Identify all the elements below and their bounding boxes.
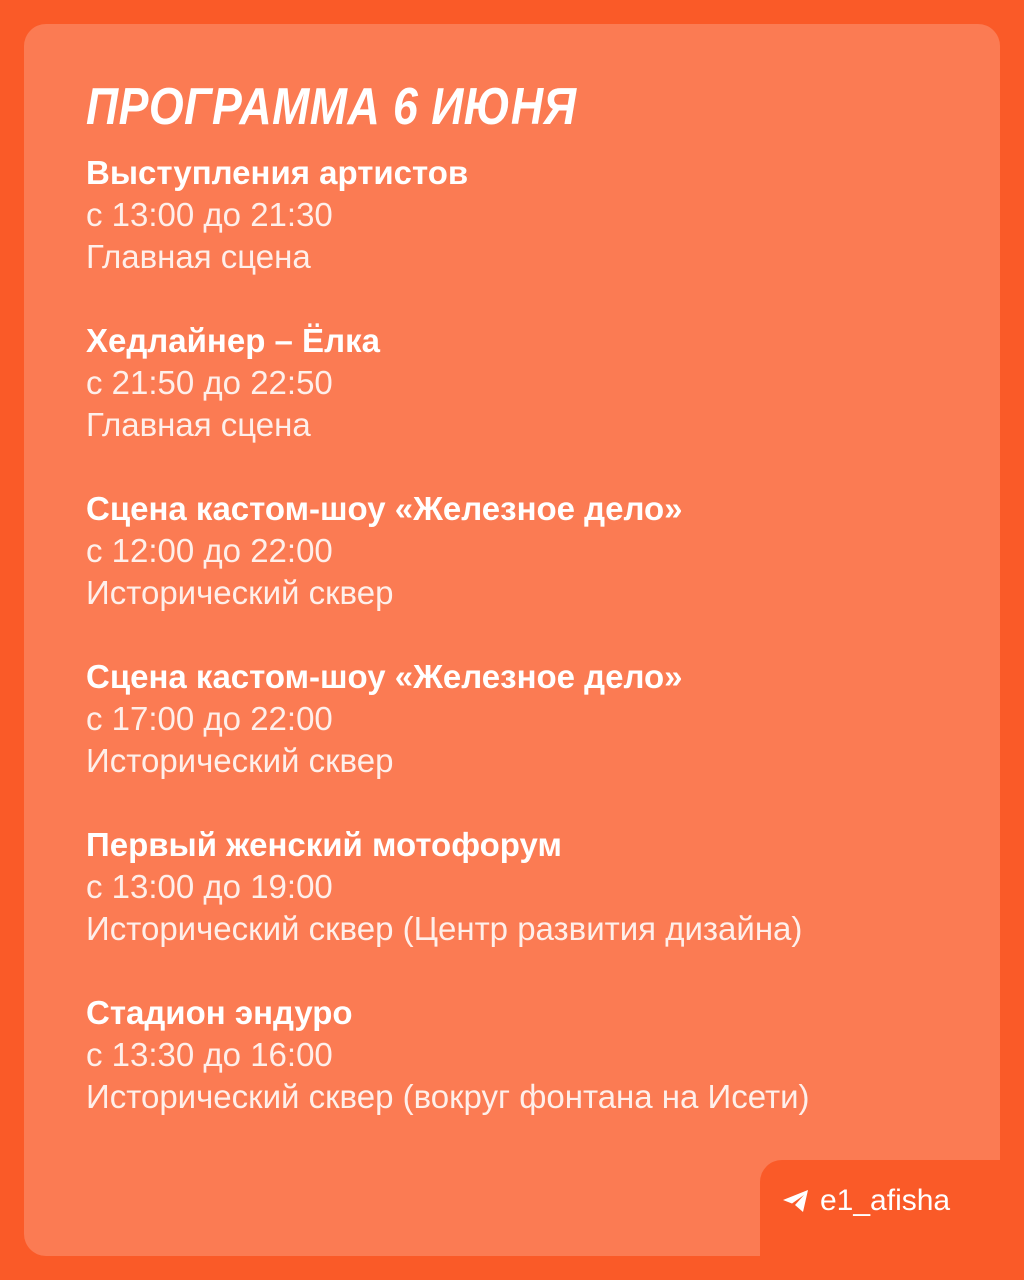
event-place: Исторический сквер (86, 574, 394, 611)
event-time: с 13:30 до 16:00 (86, 1036, 333, 1073)
program-card (24, 24, 1000, 1256)
event-item (86, 824, 986, 950)
event-list (86, 152, 986, 1160)
event-item (86, 488, 986, 614)
event-item (86, 992, 986, 1118)
event-time: с 13:00 до 19:00 (86, 868, 333, 905)
page-title: ПРОГРАММА 6 ИЮНЯ (86, 78, 577, 136)
event-name: Сцена кастом-шоу «Железное дело» (86, 490, 683, 527)
event-item (86, 320, 986, 446)
event-item (86, 152, 986, 278)
event-place: Исторический сквер (86, 742, 394, 779)
event-time: с 13:00 до 21:30 (86, 196, 333, 233)
event-place: Главная сцена (86, 238, 311, 275)
telegram-icon (782, 1189, 810, 1213)
event-item (86, 656, 986, 782)
channel-handle: e1_afisha (820, 1184, 951, 1217)
event-name: Выступления артистов (86, 154, 469, 191)
event-place: Исторический сквер (Центр развития дизайна) (86, 910, 803, 947)
event-time: с 17:00 до 22:00 (86, 700, 333, 737)
event-place: Исторический сквер (вокруг фонтана на Исети) (86, 1078, 810, 1115)
event-name: Первый женский мотофорум (86, 826, 562, 863)
channel-badge[interactable] (760, 1160, 1000, 1256)
channel-badge-content (782, 1184, 950, 1218)
event-name: Хедлайнер – Ёлка (86, 322, 380, 359)
event-place: Главная сцена (86, 406, 311, 443)
event-name: Стадион эндуро (86, 994, 353, 1031)
event-time: с 21:50 до 22:50 (86, 364, 333, 401)
event-name: Сцена кастом-шоу «Железное дело» (86, 658, 683, 695)
event-time: с 12:00 до 22:00 (86, 532, 333, 569)
